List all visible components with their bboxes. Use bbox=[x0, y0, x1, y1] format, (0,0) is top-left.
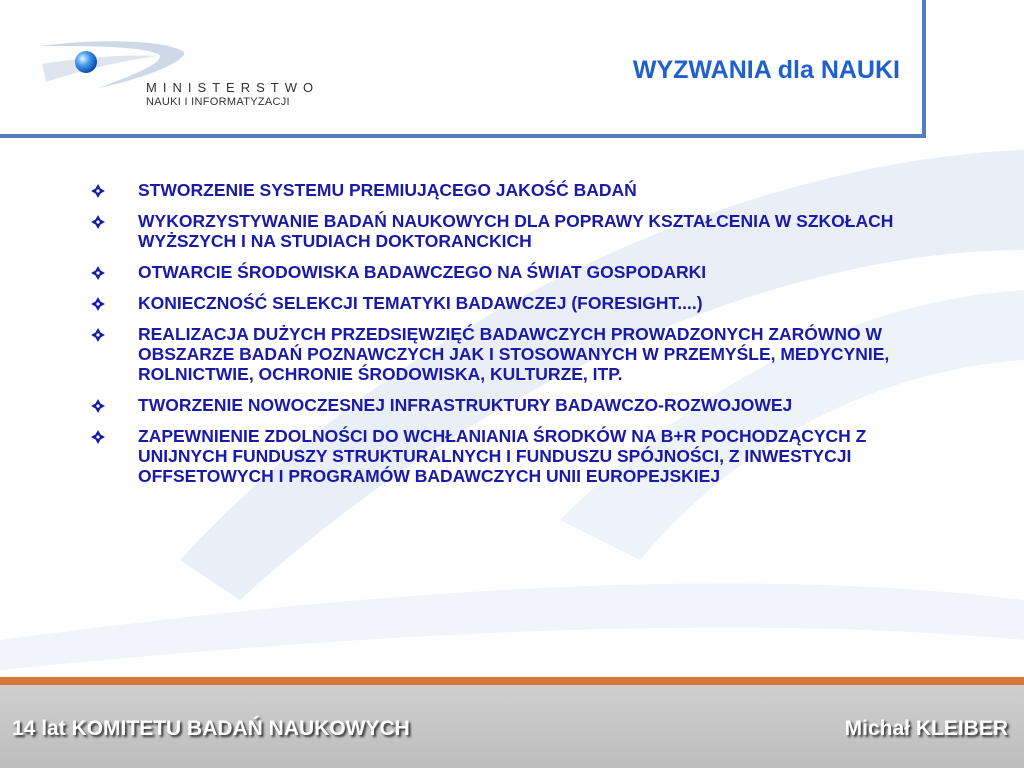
page-title: WYZWANIA dla NAUKI bbox=[632, 56, 900, 84]
header-panel bbox=[0, 0, 926, 138]
diamond-bullet-icon bbox=[90, 327, 106, 343]
list-item-text: ZAPEWNIENIE ZDOLNOŚCI DO WCHŁANIANIA ŚRODKÓW NA B+R POCHODZĄCYCH Z UNIJNYCH FUNDUSZY STRUKTURALNYCH I FUNDUSZU SPÓJNOŚCI, Z INWESTYCJI OFFSETOWYCH I PROGRAMÓW BADAWCZYCH UNII EUROPEJSKIEJ bbox=[138, 426, 867, 486]
list-item bbox=[90, 211, 920, 251]
logo-department-label: NAUKI I INFORMATYZACJI bbox=[146, 96, 290, 108]
list-item bbox=[90, 395, 920, 415]
list-item bbox=[90, 262, 920, 282]
list-item-text: OTWARCIE ŚRODOWISKA BADAWCZEGO NA ŚWIAT GOSPODARKI bbox=[138, 262, 707, 282]
list-item-text: REALIZACJA DUŻYCH PRZEDSIĘWZIĘĆ BADAWCZYCH PROWADZONYCH ZARÓWNO W OBSZARZE BADAŃ POZNAWCZYCH JAK I STOSOWANYCH W PRZEMYŚLE, MEDYCYNIE, ROLNICTWIE, OCHRONIE ŚRODOWISKA, KULTURZE, ITP. bbox=[138, 324, 890, 384]
footer-author-name: Michał KLEIBER bbox=[844, 717, 1008, 740]
diamond-bullet-icon bbox=[90, 183, 106, 199]
diamond-bullet-icon bbox=[90, 429, 106, 445]
list-item bbox=[90, 426, 920, 486]
footer-bar bbox=[0, 685, 1024, 768]
list-item bbox=[90, 180, 920, 200]
diamond-bullet-icon bbox=[90, 265, 106, 281]
list-item bbox=[90, 324, 920, 384]
diamond-bullet-icon bbox=[90, 398, 106, 414]
diamond-bullet-icon bbox=[90, 214, 106, 230]
list-item-text: WYKORZYSTYWANIE BADAŃ NAUKOWYCH DLA POPRAWY KSZTAŁCENIA W SZKOŁACH WYŻSZYCH I NA STUDIACH DOKTORANCKICH bbox=[138, 211, 894, 251]
list-item-text: KONIECZNOŚĆ SELEKCJI TEMATYKI BADAWCZEJ (FORESIGHT....) bbox=[138, 293, 703, 313]
list-item-text: TWORZENIE NOWOCZESNEJ INFRASTRUKTURY BADAWCZO-ROZWOJOWEJ bbox=[138, 395, 793, 415]
logo-ministry-label: MINISTERSTWO bbox=[146, 80, 320, 95]
list-item-text: STWORZENIE SYSTEMU PREMIUJĄCEGO JAKOŚĆ BADAŃ bbox=[138, 180, 637, 200]
list-item bbox=[90, 293, 920, 313]
diamond-bullet-icon bbox=[90, 296, 106, 312]
footer-event-title: 14 lat KOMITETU BADAŃ NAUKOWYCH bbox=[12, 717, 410, 740]
orange-divider-bar bbox=[0, 677, 1024, 685]
ministry-logo bbox=[38, 38, 338, 118]
challenges-list bbox=[90, 180, 920, 497]
